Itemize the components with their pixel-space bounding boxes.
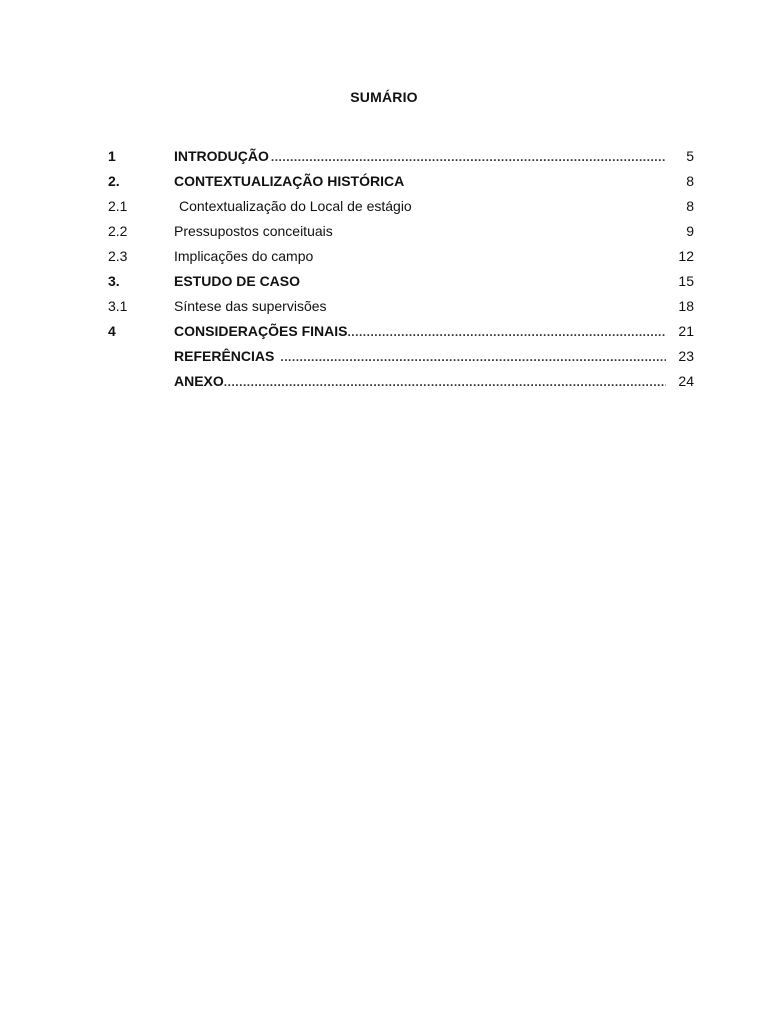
toc-entry-page: 12 <box>678 247 694 264</box>
toc-entry-number: 4 <box>108 322 116 339</box>
toc-entry-page: 8 <box>686 172 694 189</box>
toc-entry-title: Implicações do campo <box>174 247 314 264</box>
toc-entry-sintese <box>108 293 694 318</box>
toc-spacer <box>406 188 666 193</box>
toc-entry-title: REFERÊNCIAS <box>174 347 275 364</box>
toc-entry-title: Síntese das supervisões <box>174 297 327 314</box>
toc-entry-number: 1 <box>108 147 116 164</box>
toc-entry-title: ANEXO <box>174 372 224 389</box>
toc-entry-title: ESTUDO DE CASO <box>174 272 301 289</box>
toc-entry-implicacoes <box>108 243 694 268</box>
toc-entry-page: 24 <box>678 372 694 389</box>
toc-entry-title: CONSIDERAÇÕES FINAIS <box>174 322 348 339</box>
toc-entry-title: Pressupostos conceituais <box>174 222 333 239</box>
toc-entry-page: 5 <box>686 147 694 164</box>
toc-entry-title: INTRODUÇÃO <box>174 147 269 164</box>
toc-entry-page: 8 <box>686 197 694 214</box>
toc-entry-estudo-de-caso <box>108 268 694 293</box>
toc-entry-number: 3.1 <box>108 297 128 314</box>
toc-spacer <box>335 238 666 243</box>
toc-entry-referencias <box>108 343 694 368</box>
toc-entry-page: 18 <box>678 297 694 314</box>
toc-entry-page: 23 <box>678 347 694 364</box>
toc-entry-page: 9 <box>686 222 694 239</box>
toc-spacer <box>315 263 666 268</box>
toc-entry-number: 3. <box>108 272 120 289</box>
toc-entry-introducao <box>108 143 694 168</box>
toc-spacer <box>414 213 666 218</box>
toc-entry-number: 2.1 <box>108 197 128 214</box>
toc-spacer <box>302 288 666 293</box>
toc-spacer <box>329 313 666 318</box>
toc-dot-leader <box>280 351 666 368</box>
toc-entry-number: 2.2 <box>108 222 128 239</box>
table-of-contents <box>108 143 694 393</box>
toc-entry-pressupostos <box>108 218 694 243</box>
toc-dot-leader <box>347 326 666 343</box>
toc-entry-number: 2. <box>108 172 120 189</box>
toc-entry-contextualizacao-historica <box>108 168 694 193</box>
toc-entry-page: 15 <box>678 272 694 289</box>
toc-entry-title: CONTEXTUALIZAÇÃO HISTÓRICA <box>174 172 405 189</box>
toc-dot-leader <box>224 376 666 393</box>
toc-entry-page: 21 <box>678 322 694 339</box>
toc-entry-consideracoes-finais <box>108 318 694 343</box>
toc-entry-anexo <box>108 368 694 393</box>
toc-entry-number: 2.3 <box>108 247 128 264</box>
page-title: SUMÁRIO <box>350 89 418 105</box>
toc-dot-leader <box>271 151 666 168</box>
toc-entry-local-estagio <box>108 193 694 218</box>
toc-entry-title: Contextualização do Local de estágio <box>179 197 412 214</box>
